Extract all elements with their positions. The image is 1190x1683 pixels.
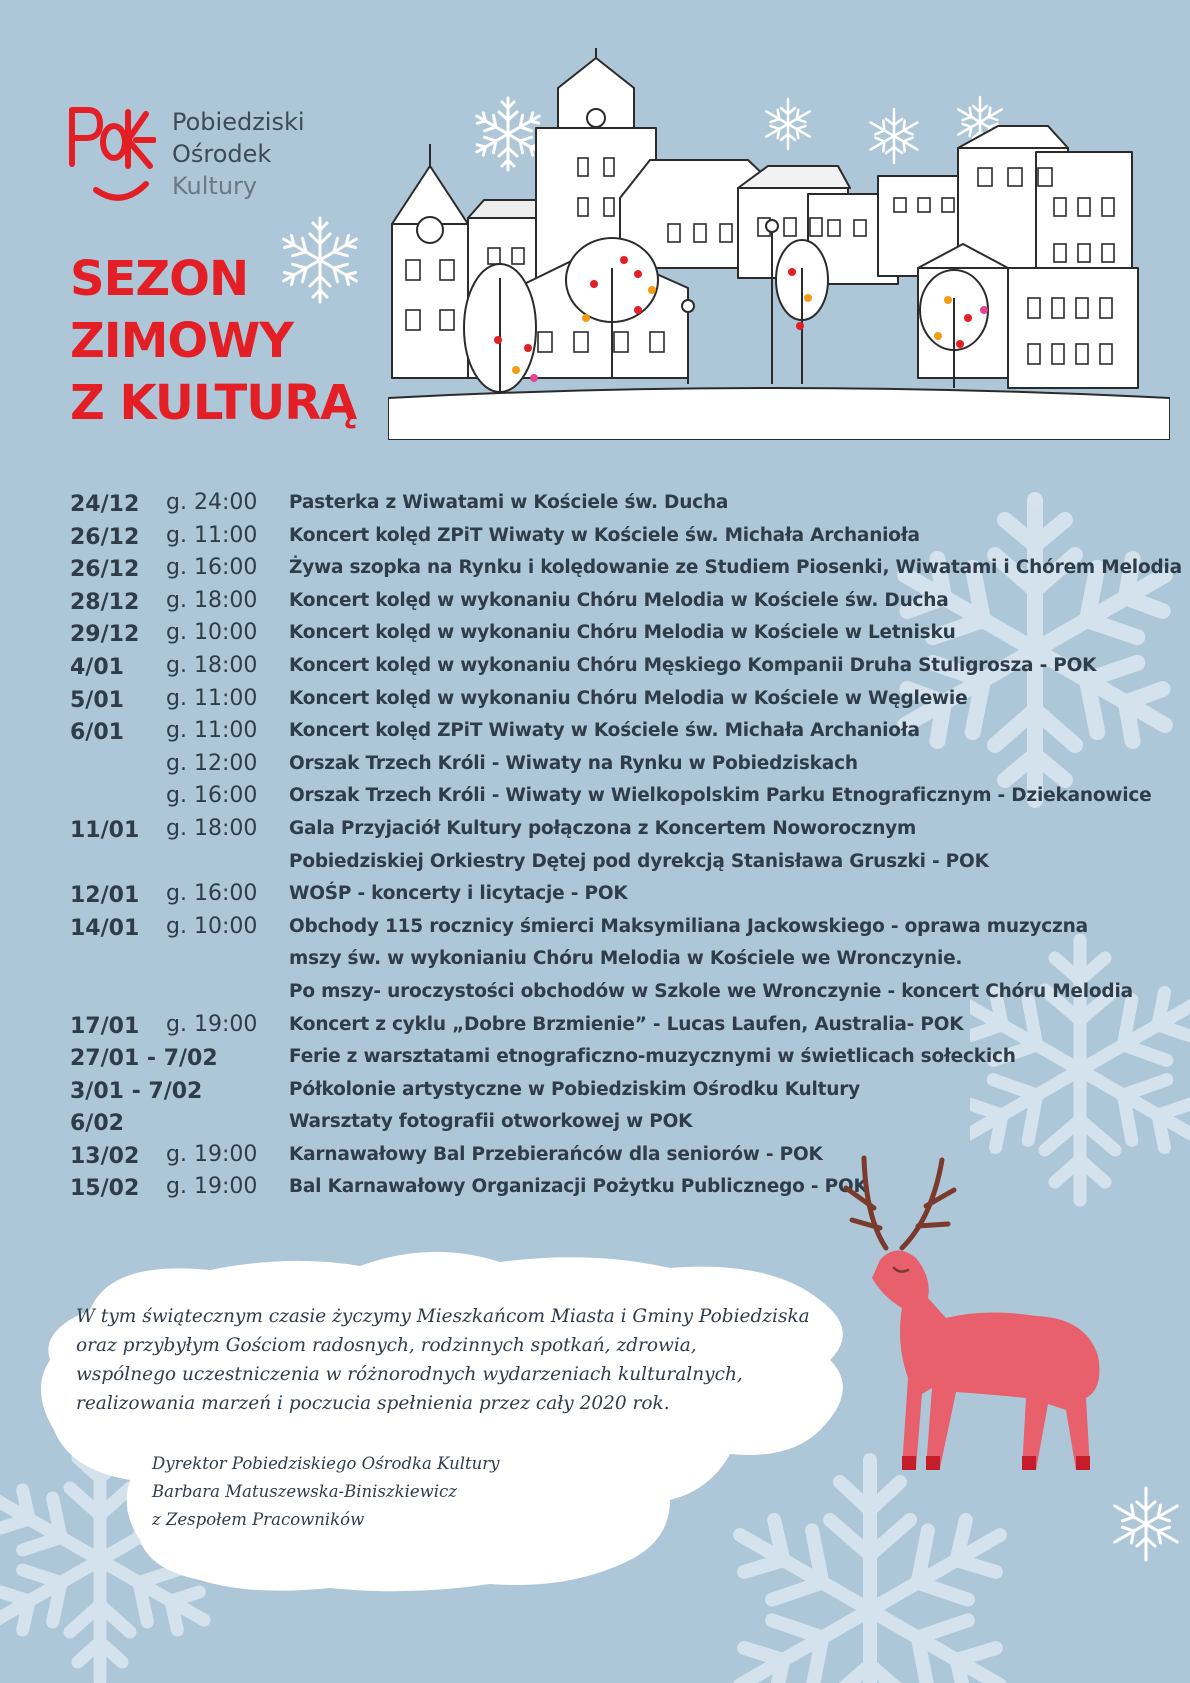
event-title: Koncert kolęd w wykonaniu Chóru Melodia w Kościele w Węglewie: [289, 687, 968, 709]
schedule-row: [70, 523, 1150, 556]
event-schedule: [70, 490, 1182, 1207]
event-time: g. 12:00: [166, 750, 258, 776]
event-time: g. 19:00: [166, 1011, 258, 1037]
schedule-row: [70, 1077, 1150, 1110]
event-date: 13/02: [70, 1143, 140, 1169]
event-title: WOŚP - koncerty i licytacje - POK: [289, 883, 628, 905]
town-illustration: [388, 48, 1170, 440]
wish-line: W tym świątecznym czasie życzymy Mieszkańcom Miasta i Gminy Pobiedziska: [76, 1306, 810, 1327]
event-title: Koncert kolęd w wykonaniu Chóru Melodia w Kościele w Letnisku: [289, 622, 956, 644]
schedule-row: [70, 979, 1150, 1012]
schedule-row: [70, 1012, 1150, 1045]
headline-line: Z KULTURĄ: [70, 375, 357, 431]
event-date: 17/01: [70, 1013, 140, 1039]
event-date: 11/01: [70, 817, 140, 843]
wish-line: oraz przybyłym Gościom radosnych, rodzinnych spotkań, zdrowia,: [76, 1335, 697, 1356]
event-date: 26/12: [70, 524, 140, 550]
event-date: 14/01: [70, 915, 140, 941]
wish-cloud: [30, 1240, 860, 1600]
schedule-row: [70, 914, 1150, 947]
event-title: Bal Karnawałowy Organizacji Pożytku Publicznego - POK: [289, 1176, 868, 1198]
schedule-row: [70, 1109, 1150, 1142]
headline-line: ZIMOWY: [70, 313, 293, 369]
schedule-row: [70, 751, 1150, 784]
headline-line: SEZON: [70, 251, 249, 307]
schedule-row: [70, 783, 1150, 816]
event-date: 12/01: [70, 883, 140, 909]
signature: [152, 1450, 499, 1534]
event-title: Żywa szopka na Rynku i kolędowanie ze Studiem Piosenki, Wiwatami i Chórem Melodia: [289, 557, 1182, 579]
schedule-row: [70, 686, 1150, 719]
event-title: Warsztaty fotografii otworkowej w POK: [289, 1111, 693, 1133]
schedule-row: [70, 490, 1150, 523]
schedule-row: [70, 849, 1150, 882]
schedule-row: [70, 620, 1150, 653]
event-date: 27/01 - 7/02: [70, 1046, 218, 1072]
headline: [70, 248, 356, 434]
schedule-row: [70, 555, 1182, 588]
event-time: g. 10:00: [166, 913, 258, 939]
schedule-row: [70, 653, 1150, 686]
deer-icon: [836, 1148, 1116, 1498]
event-time: g. 11:00: [166, 685, 258, 711]
event-date: 15/02: [70, 1176, 140, 1202]
event-date: 5/01: [70, 687, 124, 713]
signature-line: z Zespołem Pracowników: [152, 1510, 365, 1529]
schedule-row: [70, 718, 1150, 751]
event-title: Półkolonie artystyczne w Pobiedziskim Ośrodku Kultury: [289, 1078, 861, 1100]
event-date: 6/01: [70, 720, 124, 746]
event-time: g. 18:00: [166, 587, 258, 613]
schedule-row: [70, 946, 1150, 979]
signature-line: Dyrektor Pobiedziskiego Ośrodka Kultury: [152, 1454, 500, 1473]
event-title: mszy św. w wykonianiu Chóru Melodia w Kościele we Wronczynie.: [289, 948, 963, 970]
event-time: g. 18:00: [166, 815, 258, 841]
event-title: Koncert z cyklu „Dobre Brzmienie” - Lucas Laufen, Australia- POK: [289, 1013, 964, 1035]
event-title: Pasterka z Wiwatami w Kościele św. Ducha: [289, 492, 729, 513]
event-time: g. 11:00: [166, 522, 258, 548]
event-time: g. 11:00: [166, 718, 258, 744]
event-title: Pobiedziskiej Orkiestry Dętej pod dyrekcją Stanisława Gruszki - POK: [289, 850, 989, 872]
event-title: Orszak Trzech Króli - Wiwaty na Rynku w Pobiedziskach: [289, 752, 858, 774]
event-time: g. 16:00: [166, 555, 258, 581]
logo-line: Ośrodek: [172, 140, 272, 168]
wishes-text: [76, 1302, 810, 1418]
event-time: g. 19:00: [166, 1174, 258, 1200]
event-time: g. 16:00: [166, 783, 258, 809]
event-time: g. 19:00: [166, 1141, 258, 1167]
event-title: Orszak Trzech Króli - Wiwaty w Wielkopolskim Parku Etnograficznym - Dziekanowice: [289, 785, 1152, 807]
event-title: Koncert kolęd ZPiT Wiwaty w Kościele św. Michała Archanioła: [289, 524, 920, 546]
event-title: Karnawałowy Bal Przebierańców dla seniorów - POK: [289, 1143, 823, 1165]
event-title: Gala Przyjaciół Kultury połączona z Koncertem Noworocznym: [289, 817, 917, 839]
schedule-row: [70, 881, 1150, 914]
pok-logo-icon: [66, 104, 156, 212]
event-date: 6/02: [70, 1111, 124, 1137]
event-time: g. 24:00: [166, 490, 258, 515]
event-date: 3/01 - 7/02: [70, 1078, 203, 1104]
wish-line: realizowania marzeń i poczucia spełnienia przez cały 2020 rok.: [76, 1393, 670, 1414]
event-date: 28/12: [70, 589, 140, 615]
event-time: g. 10:00: [166, 620, 258, 646]
event-title: Koncert kolęd w wykonaniu Chóru Męskiego Kompanii Druha Stuligrosza - POK: [289, 654, 1097, 676]
snowflake-icon: [1106, 1484, 1186, 1564]
event-date: 26/12: [70, 557, 140, 583]
signature-line: Barbara Matuszewska-Biniszkiewicz: [152, 1482, 457, 1501]
event-title: Ferie z warsztatami etnograficzno-muzycznymi w świetlicach sołeckich: [289, 1046, 1016, 1068]
event-title: Obchody 115 rocznicy śmierci Maksymiliana Jackowskiego - oprawa muzyczna: [289, 915, 1088, 937]
logo-line: Kultury: [172, 172, 258, 200]
event-date: 24/12: [70, 492, 140, 517]
pok-logo: [66, 104, 366, 214]
event-date: 4/01: [70, 654, 124, 680]
schedule-row: [70, 816, 1150, 849]
event-title: Po mszy- uroczystości obchodów w Szkole we Wronczynie - koncert Chóru Melodia: [289, 980, 1133, 1002]
event-title: Koncert kolęd ZPiT Wiwaty w Kościele św. Michała Archanioła: [289, 720, 920, 742]
schedule-row: [70, 1044, 1150, 1077]
schedule-row: [70, 588, 1150, 621]
wish-line: wspólnego uczestniczenia w różnorodnych wydarzeniach kulturalnych,: [76, 1364, 743, 1385]
event-time: g. 16:00: [166, 881, 258, 907]
event-title: Koncert kolęd w wykonaniu Chóru Melodia w Kościele św. Ducha: [289, 589, 949, 611]
logo-line: Pobiedziski: [172, 108, 305, 136]
event-date: 29/12: [70, 622, 140, 648]
logo-text: [172, 106, 305, 202]
event-time: g. 18:00: [166, 652, 258, 678]
